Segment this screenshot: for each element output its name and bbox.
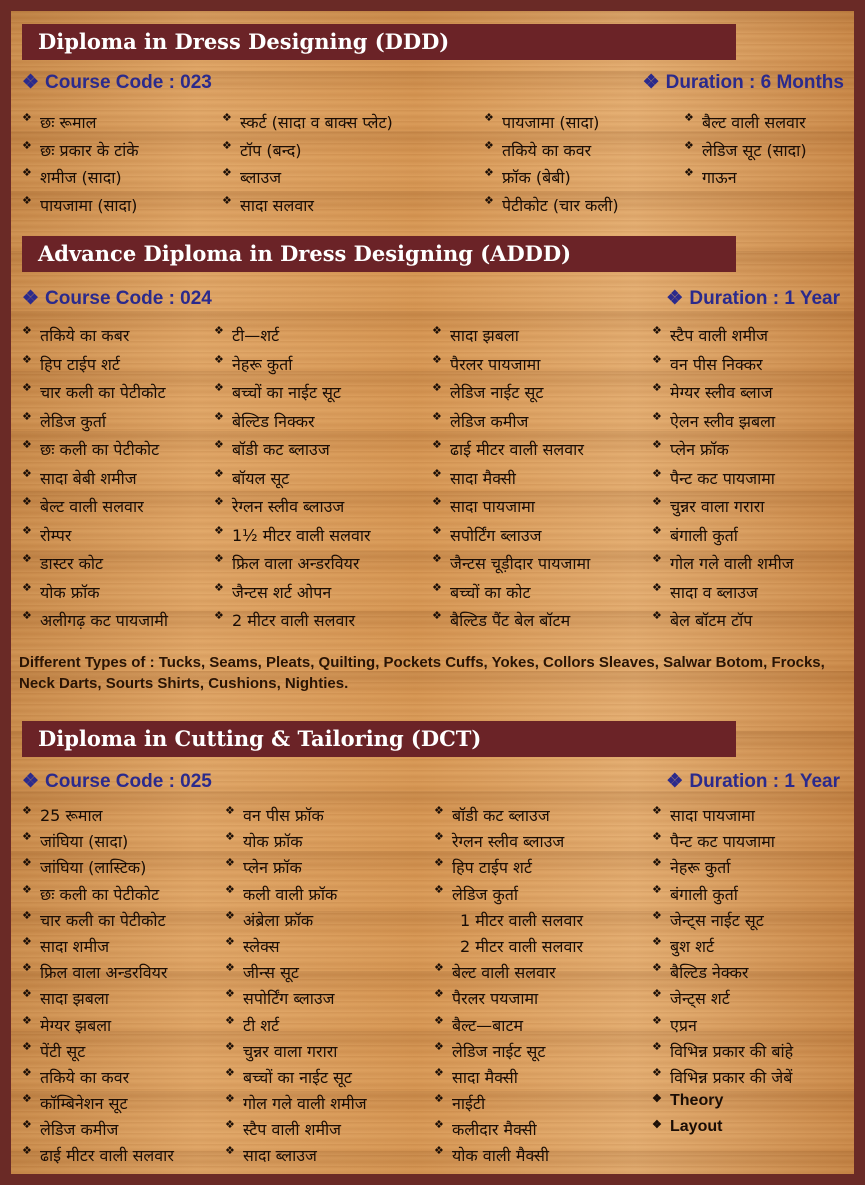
wood-panel bbox=[11, 11, 854, 1174]
list-item: ❖ 1½ मीटर वाली सलवार bbox=[214, 524, 371, 553]
list-item: ❖ अलीगढ़ कट पायजामी bbox=[22, 609, 168, 638]
list-item: ❖ बेल बॉटम टॉप bbox=[652, 609, 794, 638]
list-item: ❖ बच्चों का नाईट सूट bbox=[225, 1066, 367, 1092]
list-item: ❖ पेटीकोट (चार कली) bbox=[484, 194, 619, 222]
list-item: ❖ बुश शर्ट bbox=[652, 935, 793, 961]
list-item: ❖ तकिये का कबर bbox=[22, 324, 168, 353]
list-item: ❖ एप्रन bbox=[652, 1014, 793, 1040]
diamond-icon: ❖ bbox=[22, 771, 40, 792]
addd-course-code-text: Course Code : 024 bbox=[45, 288, 212, 309]
list-item: ❖ कली वाली फ्रॉक bbox=[225, 883, 367, 909]
list-item: ❖ फ्रिल वाला अन्डरवियर bbox=[214, 552, 371, 581]
ddd-duration-text: Duration : 6 Months bbox=[665, 72, 844, 93]
addd-column-3 bbox=[432, 324, 590, 638]
list-item: ❖ लेडिज सूट (सादा) bbox=[684, 139, 807, 167]
list-item: ❖ बेल्टिड निक्कर bbox=[214, 410, 371, 439]
list-item: ❖ लेडिज नाईट सूट bbox=[432, 381, 590, 410]
list-item: ❖ जेन्ट्स शर्ट bbox=[652, 987, 793, 1013]
list-item: ❖ जैन्टस शर्ट ओपन bbox=[214, 581, 371, 610]
addd-column-2 bbox=[214, 324, 371, 638]
list-item: ❖ पैन्ट कट पायजामा bbox=[652, 830, 793, 856]
ddd-course-code bbox=[22, 71, 212, 94]
list-item: ❖ सादा ब्लाउज bbox=[225, 1144, 367, 1170]
list-item: ❖ योक वाली मैक्सी bbox=[434, 1144, 583, 1170]
list-item: ❖ कलीदार मैक्सी bbox=[434, 1118, 583, 1144]
list-item: ❖ सादा मैक्सी bbox=[434, 1066, 583, 1092]
list-item: ❖ टी शर्ट bbox=[225, 1014, 367, 1040]
list-item: ❖ सादा सलवार bbox=[222, 194, 393, 222]
list-item: ❖ गोल गले वाली शमीज bbox=[652, 552, 794, 581]
list-item: ❖ अंब्रेला फ्रॉक bbox=[225, 909, 367, 935]
list-item: ❖ लेडिज कुर्ता bbox=[434, 883, 583, 909]
addd-note: Different Types of : Tucks, Seams, Pleats, Quilting, Pockets Cuffs, Yokes, Collors Sleaves, Salwar Botom, Frocks, Neck Darts, Sourts Shirts, Cushions, Nighties. bbox=[19, 654, 825, 692]
list-item: ❖ जैन्टस चूड़ीदार पायजामा bbox=[432, 552, 590, 581]
list-item: ❖ स्टैप वाली शमीज bbox=[652, 324, 794, 353]
list-item: ❖ रोम्पर bbox=[22, 524, 168, 553]
dct-duration-text: Duration : 1 Year bbox=[689, 771, 840, 792]
list-item: ❖ सादा व ब्लाउज bbox=[652, 581, 794, 610]
list-item: ❖ बैल्टिड नेक्कर bbox=[652, 961, 793, 987]
ddd-column-3 bbox=[484, 111, 619, 221]
dct-column-3 bbox=[434, 804, 583, 1171]
list-item: ❖ स्कर्ट (सादा व बाक्स प्लेट) bbox=[222, 111, 393, 139]
ddd-column-1 bbox=[22, 111, 139, 221]
list-item: ❖ बॉयल सूट bbox=[214, 467, 371, 496]
list-item: ❖ रेग्लन स्लीव ब्लाउज bbox=[434, 830, 583, 856]
list-item: ❖ बच्चों का नाईट सूट bbox=[214, 381, 371, 410]
ddd-title-banner: Diploma in Dress Designing (DDD) bbox=[22, 24, 736, 60]
list-item: ❖ Theory bbox=[652, 1092, 793, 1118]
list-item: ❖ टी—शर्ट bbox=[214, 324, 371, 353]
diamond-icon: ❖ bbox=[22, 288, 40, 309]
list-item: ❖ वन पीस निक्कर bbox=[652, 353, 794, 382]
list-item: ❖ स्टैप वाली शमीज bbox=[225, 1118, 367, 1144]
list-item: ❖ सादा मैक्सी bbox=[432, 467, 590, 496]
list-item: ❖ सादा झबला bbox=[432, 324, 590, 353]
addd-title-banner: Advance Diploma in Dress Designing (ADDD) bbox=[22, 236, 736, 272]
list-item: ❖ सादा बेबी शमीज bbox=[22, 467, 168, 496]
ddd-column-2 bbox=[222, 111, 393, 221]
addd-duration bbox=[666, 287, 840, 310]
list-item: ❖ ढाई मीटर वाली सलवार bbox=[432, 438, 590, 467]
list-item: ❖ हिप टाईप शर्ट bbox=[22, 353, 168, 382]
list-item: ❖ स्लेक्स bbox=[225, 935, 367, 961]
list-item: ❖ पायजामा (सादा) bbox=[484, 111, 619, 139]
list-item: ❖ तकिये का कवर bbox=[484, 139, 619, 167]
list-item: ❖ नेहरू कुर्ता bbox=[652, 856, 793, 882]
list-item: ❖ योक फ्रॉक bbox=[225, 830, 367, 856]
diamond-icon: ❖ bbox=[642, 72, 660, 93]
list-item: ❖ चार कली का पेटीकोट bbox=[22, 381, 168, 410]
list-item: ❖ सादा पायजामा bbox=[652, 804, 793, 830]
list-item: ❖ छः रूमाल bbox=[22, 111, 139, 139]
diamond-icon: ❖ bbox=[22, 72, 40, 93]
list-item: ❖ बॉडी कट ब्लाउज bbox=[214, 438, 371, 467]
list-item: ❖ मेग्यर स्लीव ब्लाज bbox=[652, 381, 794, 410]
diamond-icon: ❖ bbox=[666, 771, 684, 792]
list-item: ❖ सपोर्टिंग ब्लाउज bbox=[225, 987, 367, 1013]
list-item: ❖ डास्टर कोट bbox=[22, 552, 168, 581]
list-item: ❖ विभिन्न प्रकार की जेबें bbox=[652, 1066, 793, 1092]
list-item: ❖ चुन्नर वाला गरारा bbox=[225, 1040, 367, 1066]
dct-column-1 bbox=[22, 804, 174, 1171]
list-item: ❖ पैरलर पयजामा bbox=[434, 987, 583, 1013]
list-item: ❖ गोल गले वाली शमीज bbox=[225, 1092, 367, 1118]
list-item: ❖ छः प्रकार के टांके bbox=[22, 139, 139, 167]
list-item: ❖ पायजामा (सादा) bbox=[22, 194, 139, 222]
list-item: ❖ बैल्टिड पैंट बेल बॉटम bbox=[432, 609, 590, 638]
list-item: ❖ जेन्ट्स नाईट सूट bbox=[652, 909, 793, 935]
list-item: ❖ प्लेन फ्रॉक bbox=[225, 856, 367, 882]
dct-title-banner: Diploma in Cutting & Tailoring (DCT) bbox=[22, 721, 736, 757]
list-item: ❖ छः कली का पेटीकोट bbox=[22, 438, 168, 467]
list-item: ❖ मेग्यर झबला bbox=[22, 1014, 174, 1040]
list-item: ❖ पैरलर पायजामा bbox=[432, 353, 590, 382]
list-item: ❖ लेडिज कमीज bbox=[22, 1118, 174, 1144]
list-item: 1 मीटर वाली सलवार bbox=[460, 910, 584, 930]
list-item: ❖ ढाई मीटर वाली सलवार bbox=[22, 1144, 174, 1170]
list-item: ❖ शमीज (सादा) bbox=[22, 166, 139, 194]
list-item: ❖ बंगाली कुर्ता bbox=[652, 524, 794, 553]
addd-course-code bbox=[22, 287, 212, 310]
diamond-icon: ❖ bbox=[666, 288, 684, 309]
list-item: ❖ चार कली का पेटीकोट bbox=[22, 909, 174, 935]
dct-course-code-text: Course Code : 025 bbox=[45, 771, 212, 792]
list-item: ❖ प्लेन फ्रॉक bbox=[652, 438, 794, 467]
ddd-duration bbox=[643, 71, 844, 94]
list-item: ❖ तकिये का कवर bbox=[22, 1066, 174, 1092]
list-item: ❖ छः कली का पेटीकोट bbox=[22, 883, 174, 909]
list-item: ❖ बच्चों का कोट bbox=[432, 581, 590, 610]
list-item: ❖ पैन्ट कट पायजामा bbox=[652, 467, 794, 496]
list-item: ❖ जांघिया (लास्टिक) bbox=[22, 856, 174, 882]
list-item: ❖ ब्लाउज bbox=[222, 166, 393, 194]
list-item: ❖ फ्रॉक (बेबी) bbox=[484, 166, 619, 194]
list-item: ❖ नाईटी bbox=[434, 1092, 583, 1118]
dct-duration bbox=[666, 770, 840, 793]
list-item: ❖ सपोर्टिंग ब्लाउज bbox=[432, 524, 590, 553]
list-item: ❖ बेल्ट वाली सलवार bbox=[434, 961, 583, 987]
list-item: ❖ फ्रिल वाला अन्डरवियर bbox=[22, 961, 174, 987]
list-item: ❖ जांघिया (सादा) bbox=[22, 830, 174, 856]
ddd-column-4 bbox=[684, 111, 807, 194]
list-item: ❖ Layout bbox=[652, 1118, 793, 1144]
list-item: 2 मीटर वाली सलवार bbox=[460, 936, 584, 956]
addd-column-4 bbox=[652, 324, 794, 638]
list-item: ❖ रेग्लन स्लीव ब्लाउज bbox=[214, 495, 371, 524]
list-item: ❖ टॉप (बन्द) bbox=[222, 139, 393, 167]
list-item: ❖ विभिन्न प्रकार की बांहे bbox=[652, 1040, 793, 1066]
list-item: ❖ बंगाली कुर्ता bbox=[652, 883, 793, 909]
list-item: ❖ सादा झबला bbox=[22, 987, 174, 1013]
list-item: ❖ 25 रूमाल bbox=[22, 804, 174, 830]
list-item: ❖ बैल्ट वाली सलवार bbox=[684, 111, 807, 139]
list-item: ❖ लेडिज कमीज bbox=[432, 410, 590, 439]
ddd-course-code-text: Course Code : 023 bbox=[45, 72, 212, 93]
list-item: ❖ लेडिज नाईट सूट bbox=[434, 1040, 583, 1066]
addd-column-1 bbox=[22, 324, 168, 638]
list-item: ❖ बेल्ट वाली सलवार bbox=[22, 495, 168, 524]
list-item: ❖ लेडिज कुर्ता bbox=[22, 410, 168, 439]
list-item: ❖ बैल्ट—बाटम bbox=[434, 1014, 583, 1040]
list-item: ❖ गाऊन bbox=[684, 166, 807, 194]
list-item: ❖ हिप टाईप शर्ट bbox=[434, 856, 583, 882]
addd-duration-text: Duration : 1 Year bbox=[689, 288, 840, 309]
list-item: ❖ पेंटी सूट bbox=[22, 1040, 174, 1066]
list-item: ❖ कॉम्बिनेशन सूट bbox=[22, 1092, 174, 1118]
dct-column-4 bbox=[652, 804, 793, 1144]
list-item: ❖ ऐलन स्लीव झबला bbox=[652, 410, 794, 439]
dct-column-2 bbox=[225, 804, 367, 1171]
dct-course-code bbox=[22, 770, 212, 793]
list-item: ❖ चुन्नर वाला गरारा bbox=[652, 495, 794, 524]
list-item: ❖ वन पीस फ्रॉक bbox=[225, 804, 367, 830]
list-item: ❖ 2 मीटर वाली सलवार bbox=[214, 609, 371, 638]
list-item: ❖ सादा शमीज bbox=[22, 935, 174, 961]
list-item: ❖ सादा पायजामा bbox=[432, 495, 590, 524]
list-item: ❖ नेहरू कुर्ता bbox=[214, 353, 371, 382]
list-item: ❖ योक फ्रॉक bbox=[22, 581, 168, 610]
list-item: ❖ बॉडी कट ब्लाउज bbox=[434, 804, 583, 830]
list-item: ❖ जीन्स सूट bbox=[225, 961, 367, 987]
